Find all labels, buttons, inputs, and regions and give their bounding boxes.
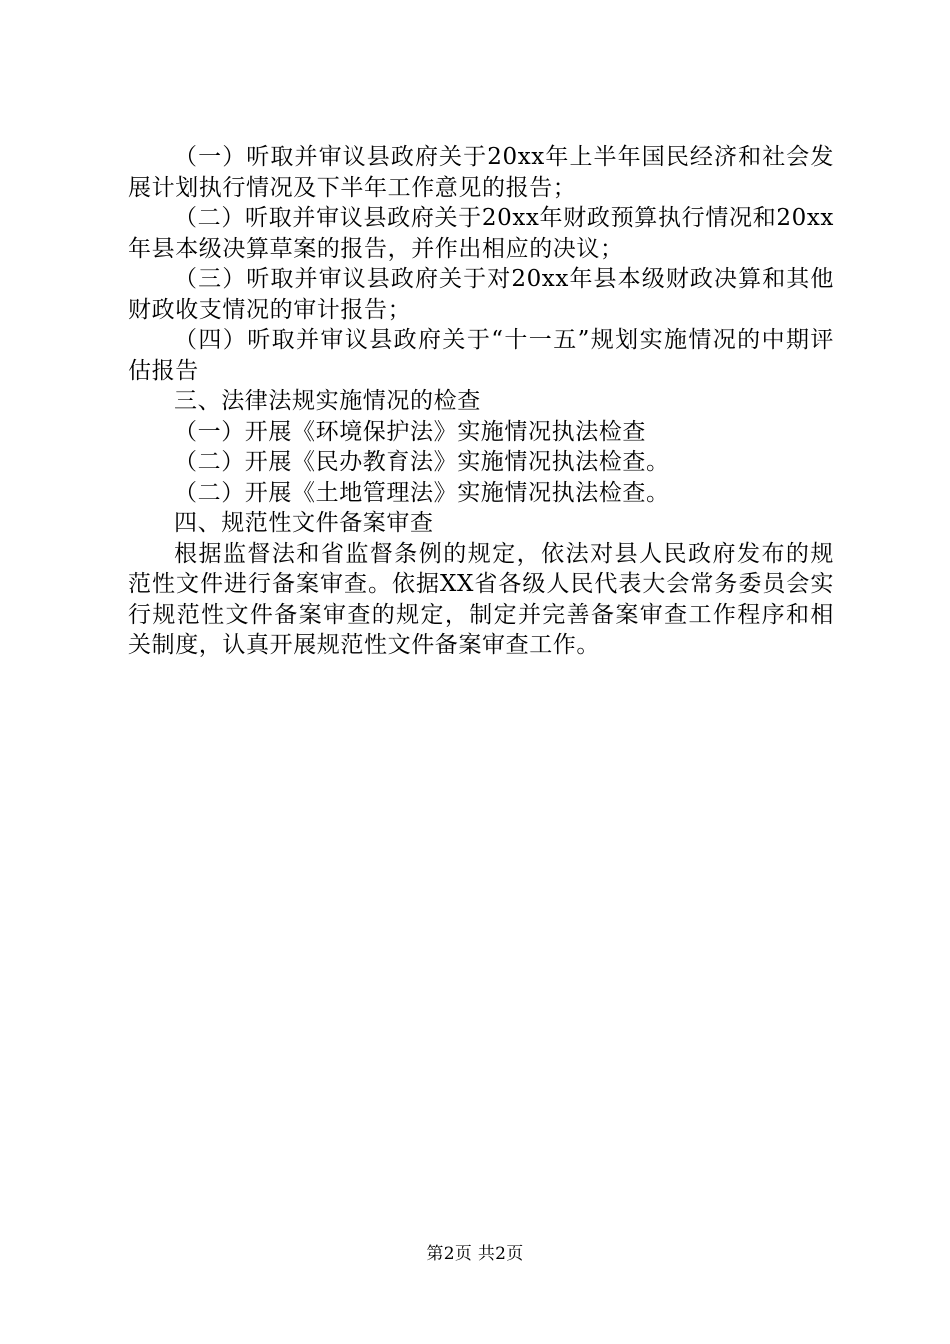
page-number-footer: 第2页 共2页 (426, 1244, 524, 1264)
item-inspection-environment-law: （一）开展《环境保护法》实施情况执法检查 (174, 418, 646, 445)
item-report-audit: （三）听取并审议县政府关于对20xx年县本级财政决算和其他财政收支情况的审计报告； (128, 266, 834, 323)
section-heading-document-review: 四、规范性文件备案审查 (174, 510, 434, 536)
item-report-midterm-evaluation: （四）听取并审议县政府关于“十一五”规划实施情况的中期评估报告 (128, 327, 834, 384)
paragraph-document-review: 根据监督法和省监督条例的规定，依法对县人民政府发布的规范性文件进行备案审查。依据XX省各级人民代表大会常务委员会实行规范性文件备案审查的规定，制定并完善备案审查工作程序和相关制度，认真开展规范性文件备案审查工作。 (128, 540, 834, 658)
item-report-budget-execution: （二）听取并审议县政府关于20xx年财政预算执行情况和20xx年县本级决算草案的报告，并作出相应的决议； (128, 205, 834, 262)
document-body (128, 142, 834, 661)
item-inspection-education-law: （二）开展《民办教育法》实施情况执法检查。 (174, 449, 670, 475)
item-inspection-land-law: （二）开展《土地管理法》实施情况执法检查。 (174, 479, 670, 506)
section-heading-law-inspection: 三、法律法规实施情况的检查 (174, 388, 481, 414)
item-report-economic-plan: （一）听取并审议县政府关于20xx年上半年国民经济和社会发展计划执行情况及下半年工作意见的报告； (128, 144, 834, 201)
